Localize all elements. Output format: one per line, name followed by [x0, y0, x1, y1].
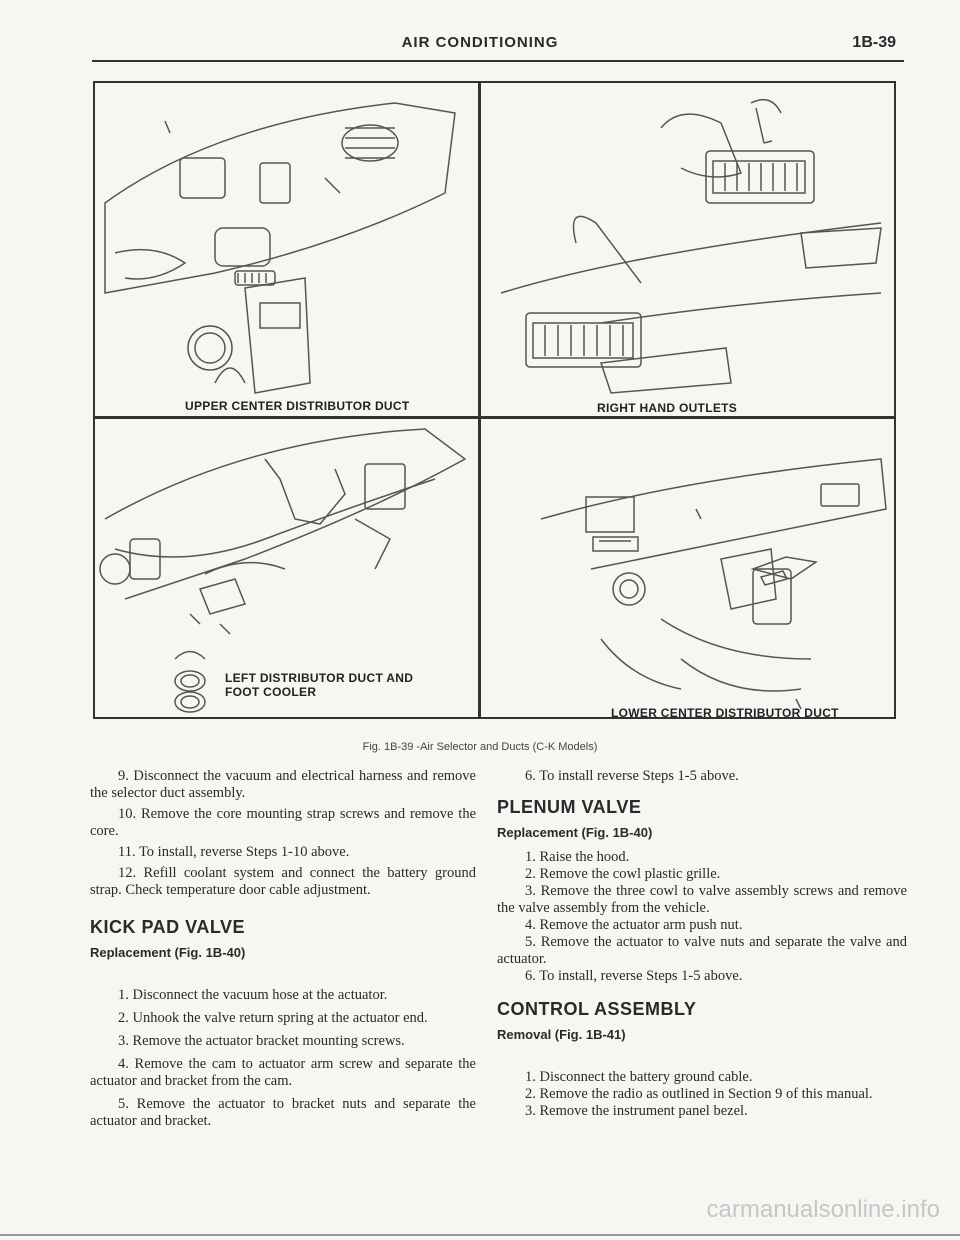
footer-rule [0, 1234, 960, 1236]
step-paragraph: 4. Remove the cam to actuator arm screw and separate the actuator and bracket from the cam. [90, 1056, 476, 1089]
panel-label-upper-center-duct: UPPER CENTER DISTRIBUTOR DUCT [185, 399, 410, 413]
step-paragraph: 3. Remove the actuator bracket mounting screws. [118, 1033, 405, 1049]
step-paragraph: 1. Disconnect the vacuum hose at the actuator. [118, 987, 388, 1003]
figure-1b-39 [93, 81, 896, 719]
step-paragraph: 9. Disconnect the vacuum and electrical harness and remove the selector duct assembly. [90, 768, 476, 801]
section-title-control-assembly: CONTROL ASSEMBLY [497, 999, 697, 1019]
panel-right-hand-outlets [481, 83, 894, 416]
step-paragraph: 10. Remove the core mounting strap screws and remove the core. [90, 806, 476, 839]
header-rule [92, 60, 904, 62]
section-title-plenum-valve: PLENUM VALVE [497, 797, 642, 817]
panel-label-left-distributor-duct: LEFT DISTRIBUTOR DUCT AND FOOT COOLER [225, 671, 414, 699]
subsection-title: Replacement (Fig. 1B-40) [90, 945, 246, 960]
page-header-title: AIR CONDITIONING [401, 34, 559, 51]
step-paragraph: 2. Unhook the valve return spring at the actuator end. [118, 1010, 428, 1026]
figure-caption: Fig. 1B-39 -Air Selector and Ducts (C-K Models) [362, 741, 598, 753]
panel-left-distributor-duct [95, 419, 478, 717]
subsection-title: Removal (Fig. 1B-41) [497, 1027, 626, 1042]
step-paragraph: 2. Remove the cowl plastic grille. [525, 866, 721, 882]
panel-upper-center-duct [95, 83, 478, 416]
step-paragraph: 12. Refill coolant system and connect the battery ground strap. Check temperature door cable adjustment. [90, 865, 476, 898]
page-number: 1B-39 [852, 34, 896, 51]
upper-center-duct-illustration [95, 83, 478, 416]
step-paragraph: 1. Raise the hood. [525, 849, 630, 865]
right-hand-outlets-illustration [481, 83, 894, 416]
step-paragraph: 4. Remove the actuator arm push nut. [525, 917, 743, 933]
step-paragraph: 5. Remove the actuator to bracket nuts and separate the actuator and bracket. [90, 1096, 476, 1129]
left-column [90, 768, 476, 1130]
step-paragraph: 1. Disconnect the battery ground cable. [525, 1069, 753, 1085]
lower-center-duct-illustration [481, 419, 894, 717]
panel-lower-center-duct [481, 419, 894, 720]
panel-label-lower-center-duct: LOWER CENTER DISTRIBUTOR DUCT [611, 706, 839, 720]
right-column [497, 768, 907, 1120]
step-paragraph: 6. To install, reverse Steps 1-5 above. [525, 968, 743, 984]
step-paragraph: 5. Remove the actuator to valve nuts and separate the valve and actuator. [497, 934, 907, 967]
step-paragraph: 2. Remove the radio as outlined in Section 9 of this manual. [525, 1086, 873, 1102]
step-paragraph: 3. Remove the instrument panel bezel. [525, 1103, 748, 1119]
step-paragraph: 11. To install, reverse Steps 1-10 above. [118, 844, 350, 860]
panel-label-right-hand-outlets: RIGHT HAND OUTLETS [597, 401, 738, 415]
section-title-kick-pad-valve: KICK PAD VALVE [90, 917, 246, 937]
watermark: carmanualsonline.info [706, 1196, 940, 1223]
step-paragraph: 3. Remove the three cowl to valve assembly screws and remove the valve assembly from the vehicle. [497, 883, 907, 916]
subsection-title: Replacement (Fig. 1B-40) [497, 825, 653, 840]
step-paragraph: 6. To install reverse Steps 1-5 above. [525, 768, 739, 784]
